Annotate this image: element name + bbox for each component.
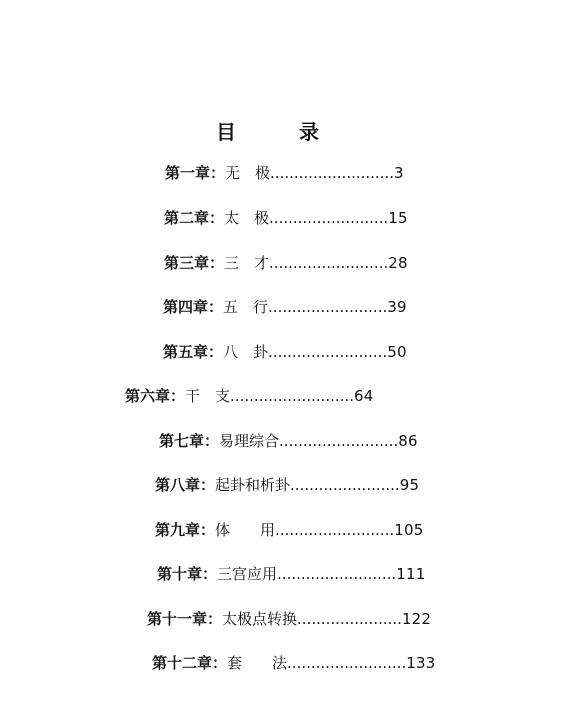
- dot-leader: .........................: [269, 254, 389, 272]
- chapter-label: 第七章：: [159, 432, 220, 450]
- dot-leader: .......................: [290, 476, 400, 494]
- toc-entry[interactable]: [157, 564, 425, 584]
- chapter-label: 第八章：: [155, 476, 216, 494]
- chapter-label: 第九章：: [155, 521, 216, 539]
- chapter-name: 三 才: [224, 254, 270, 272]
- page-number: 28: [388, 254, 408, 272]
- page-number: 105: [394, 521, 424, 539]
- chapter-name: 五 行: [223, 298, 269, 316]
- toc-entry[interactable]: [155, 520, 423, 540]
- dot-leader: ..........................: [230, 387, 355, 405]
- chapter-name: 八 卦: [223, 343, 269, 361]
- chapter-label: 第十一章：: [147, 610, 223, 628]
- page-number: 50: [387, 343, 407, 361]
- toc-entry[interactable]: [152, 653, 435, 673]
- page-number: 3: [394, 164, 404, 182]
- page-number: 111: [396, 565, 426, 583]
- dot-leader: .........................: [277, 565, 397, 583]
- chapter-label: 第二章：: [164, 209, 225, 227]
- chapter-name: 无 极: [225, 164, 271, 182]
- page-number: 86: [398, 432, 418, 450]
- dot-leader: .........................: [275, 521, 395, 539]
- chapter-name: 体 用: [215, 521, 276, 539]
- chapter-label: 第六章：: [125, 387, 186, 405]
- page-number: 15: [388, 209, 408, 227]
- chapter-name: 起卦和析卦: [215, 476, 291, 494]
- toc-entry[interactable]: [165, 163, 404, 183]
- chapter-name: 太极点转换: [222, 610, 298, 628]
- dot-leader: .........................: [268, 343, 388, 361]
- dot-leader: .........................: [287, 654, 407, 672]
- page-number: 39: [387, 298, 407, 316]
- chapter-label: 第十二章：: [152, 654, 228, 672]
- page-number: 122: [401, 610, 432, 628]
- chapter-label: 第四章：: [163, 298, 224, 316]
- chapter-name: 三宫应用: [217, 565, 278, 583]
- page-number: 95: [399, 476, 420, 494]
- toc-entry[interactable]: [164, 253, 408, 273]
- toc-entry[interactable]: [159, 431, 418, 451]
- toc-entry[interactable]: [163, 297, 407, 317]
- toc-entry[interactable]: [163, 342, 407, 362]
- page-number: 64: [354, 387, 374, 405]
- chapter-label: 第一章：: [165, 164, 226, 182]
- chapter-label: 第三章：: [164, 254, 225, 272]
- toc-entry[interactable]: [147, 609, 431, 629]
- toc-title: 目 录: [216, 120, 347, 144]
- chapter-name: 干 支: [185, 387, 231, 405]
- page-number: 133: [406, 654, 436, 672]
- chapter-name: 太 极: [224, 209, 270, 227]
- chapter-label: 第五章：: [163, 343, 224, 361]
- dot-leader: .........................: [269, 209, 389, 227]
- toc-entry[interactable]: [125, 386, 374, 406]
- dot-leader: ......................: [297, 610, 402, 628]
- dot-leader: .........................: [268, 298, 388, 316]
- chapter-label: 第十章：: [157, 565, 218, 583]
- dot-leader: ..........................: [270, 164, 395, 182]
- chapter-name: 易理综合: [219, 432, 280, 450]
- toc-entry[interactable]: [155, 475, 419, 495]
- chapter-name: 套 法: [227, 654, 288, 672]
- dot-leader: .........................: [279, 432, 399, 450]
- toc-entry[interactable]: [164, 208, 408, 228]
